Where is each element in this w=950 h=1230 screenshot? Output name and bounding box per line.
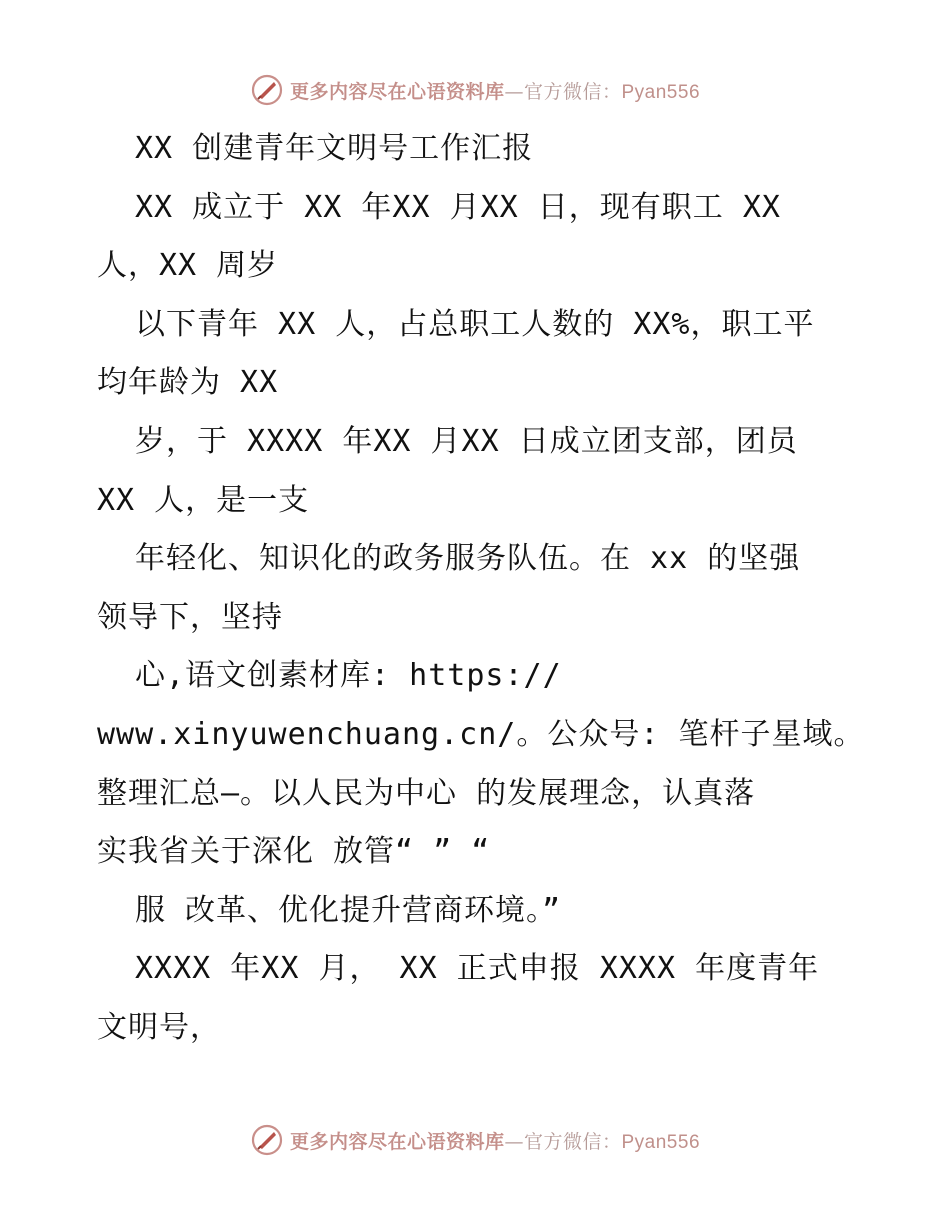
- text-line: 整理汇总—。以人民为中心 的发展理念，认真落: [97, 775, 756, 811]
- watermark-sub: 官方微信：: [523, 1130, 622, 1153]
- text-line: 年轻化、知识化的政务服务队伍。在 xx 的坚强: [135, 541, 801, 577]
- watermark-text: [290, 1127, 700, 1154]
- watermark-sub: 官方微信：: [523, 80, 622, 103]
- watermark-footer: [0, 1120, 950, 1160]
- text-line: www.xinyuwenchuang.cn/。公众号: 笔杆子星域。: [97, 716, 865, 752]
- quill-logo-icon: [250, 1123, 284, 1157]
- text-line: 均年龄为 XX: [97, 365, 279, 401]
- text-line: XX 成立于 XX 年XX 月XX 日，现有职工 XX: [135, 189, 781, 225]
- text-line: 人，XX 周岁: [97, 248, 279, 284]
- watermark-main: 更多内容尽在心语资料库: [289, 1130, 505, 1153]
- text-line: XXXX 年XX 月， XX 正式申报 XXXX 年度青年: [135, 951, 820, 987]
- document-title: XX 创建青年文明号工作汇报: [135, 131, 534, 166]
- quill-logo-icon: [250, 73, 284, 107]
- text-line: 服 改革、优化提升营商环境。”: [135, 892, 562, 928]
- watermark-id: Pyan556: [621, 1131, 701, 1153]
- watermark-text: [290, 77, 700, 104]
- document-body: [97, 120, 877, 1058]
- watermark-main: 更多内容尽在心语资料库: [289, 80, 505, 103]
- text-line: 领导下，坚持: [97, 599, 283, 635]
- watermark-header: [0, 70, 950, 110]
- text-line: 心,语文创素材库: https://: [135, 658, 562, 694]
- text-line: 文明号，: [97, 1009, 221, 1045]
- text-line: 岁，于 XXXX 年XX 月XX 日成立团支部，团员: [135, 423, 798, 459]
- text-line: XX 人，是一支: [97, 482, 310, 518]
- watermark-sep: —: [504, 1130, 524, 1153]
- watermark-id: Pyan556: [621, 81, 701, 103]
- text-line: 以下青年 XX 人，占总职工人数的 XX%，职工平: [135, 306, 815, 342]
- watermark-sep: —: [504, 80, 524, 103]
- text-line: 实我省关于深化 放管“ ” “: [97, 834, 491, 870]
